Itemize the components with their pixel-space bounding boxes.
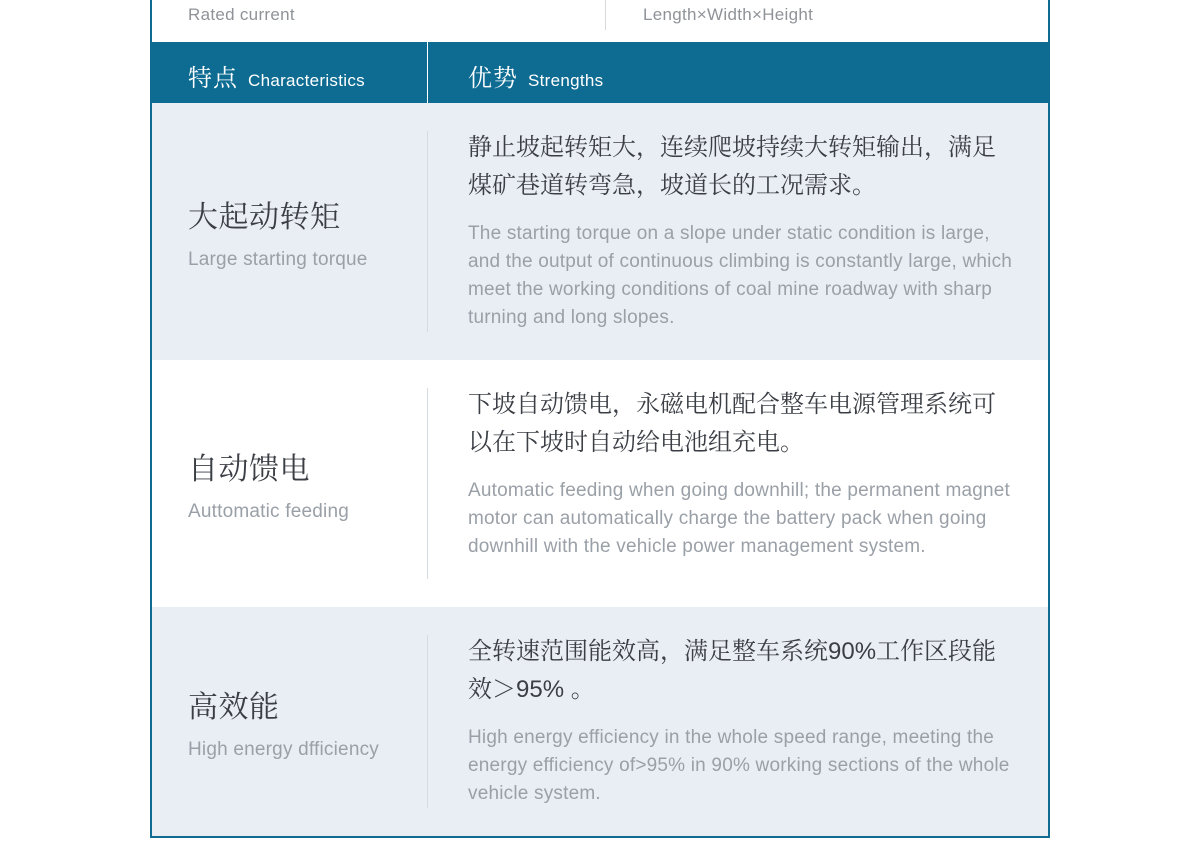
table-header-bar bbox=[152, 42, 1048, 103]
header-characteristics-zh: 特点 bbox=[188, 65, 238, 92]
header-strengths-zh: 优势 bbox=[468, 65, 518, 92]
header-cell-characteristics bbox=[152, 42, 427, 103]
feature-title-cell bbox=[152, 103, 427, 360]
feature-row-automatic-feeding bbox=[152, 360, 1048, 607]
feature-title-cell bbox=[152, 607, 427, 836]
feature-title-cell bbox=[152, 360, 427, 607]
feature-row-high-energy-efficiency bbox=[152, 607, 1048, 836]
feature-desc-en: The starting torque on a slope under static condition is large, and the output of continuous climbing is constantly large, which meet the working conditions of coal mine roadway with sharp turning and long slopes. bbox=[468, 223, 1013, 328]
feature-desc-zh: 静止坡起转矩大，连续爬坡持续大转矩输出，满足煤矿巷道转弯急，坡道长的工况需求。 bbox=[468, 134, 996, 199]
spec-column-divider bbox=[605, 0, 606, 30]
feature-title-en: High energy dfficiency bbox=[188, 739, 379, 760]
spec-label-dimensions: Length×Width×Height bbox=[643, 5, 814, 24]
feature-desc-en: Automatic feeding when going downhill; the permanent magnet motor can automatically charge the battery pack when going downhill with the vehicle power management system. bbox=[468, 480, 1011, 557]
header-characteristics-en: Characteristics bbox=[248, 71, 365, 90]
feature-desc-en: High energy efficiency in the whole speed range, meeting the energy efficiency of>95% in 90% working sections of the whole vehicle system. bbox=[468, 727, 1010, 804]
feature-row-large-starting-torque bbox=[152, 103, 1048, 360]
header-cell-strengths bbox=[428, 42, 1048, 103]
header-strengths-en: Strengths bbox=[528, 71, 604, 90]
feature-title-en: Large starting torque bbox=[188, 249, 368, 270]
spec-table-footer-row bbox=[152, 0, 1048, 42]
feature-title-zh: 自动馈电 bbox=[188, 453, 310, 486]
feature-desc-zh: 全转速范围能效高，满足整车系统90%工作区段能效＞95% 。 bbox=[468, 638, 997, 703]
feature-desc-zh: 下坡自动馈电，永磁电机配合整车电源管理系统可以在下坡时自动给电池组充电。 bbox=[468, 391, 996, 456]
feature-desc-cell bbox=[428, 360, 1048, 607]
spec-label-rated-current: Rated current bbox=[188, 5, 295, 24]
feature-title-zh: 大起动转矩 bbox=[188, 201, 341, 234]
feature-title-zh: 高效能 bbox=[188, 691, 280, 724]
product-features-table bbox=[150, 0, 1050, 838]
feature-desc-cell bbox=[428, 103, 1048, 360]
feature-desc-cell bbox=[428, 607, 1048, 836]
feature-title-en: Auttomatic feeding bbox=[188, 501, 349, 522]
